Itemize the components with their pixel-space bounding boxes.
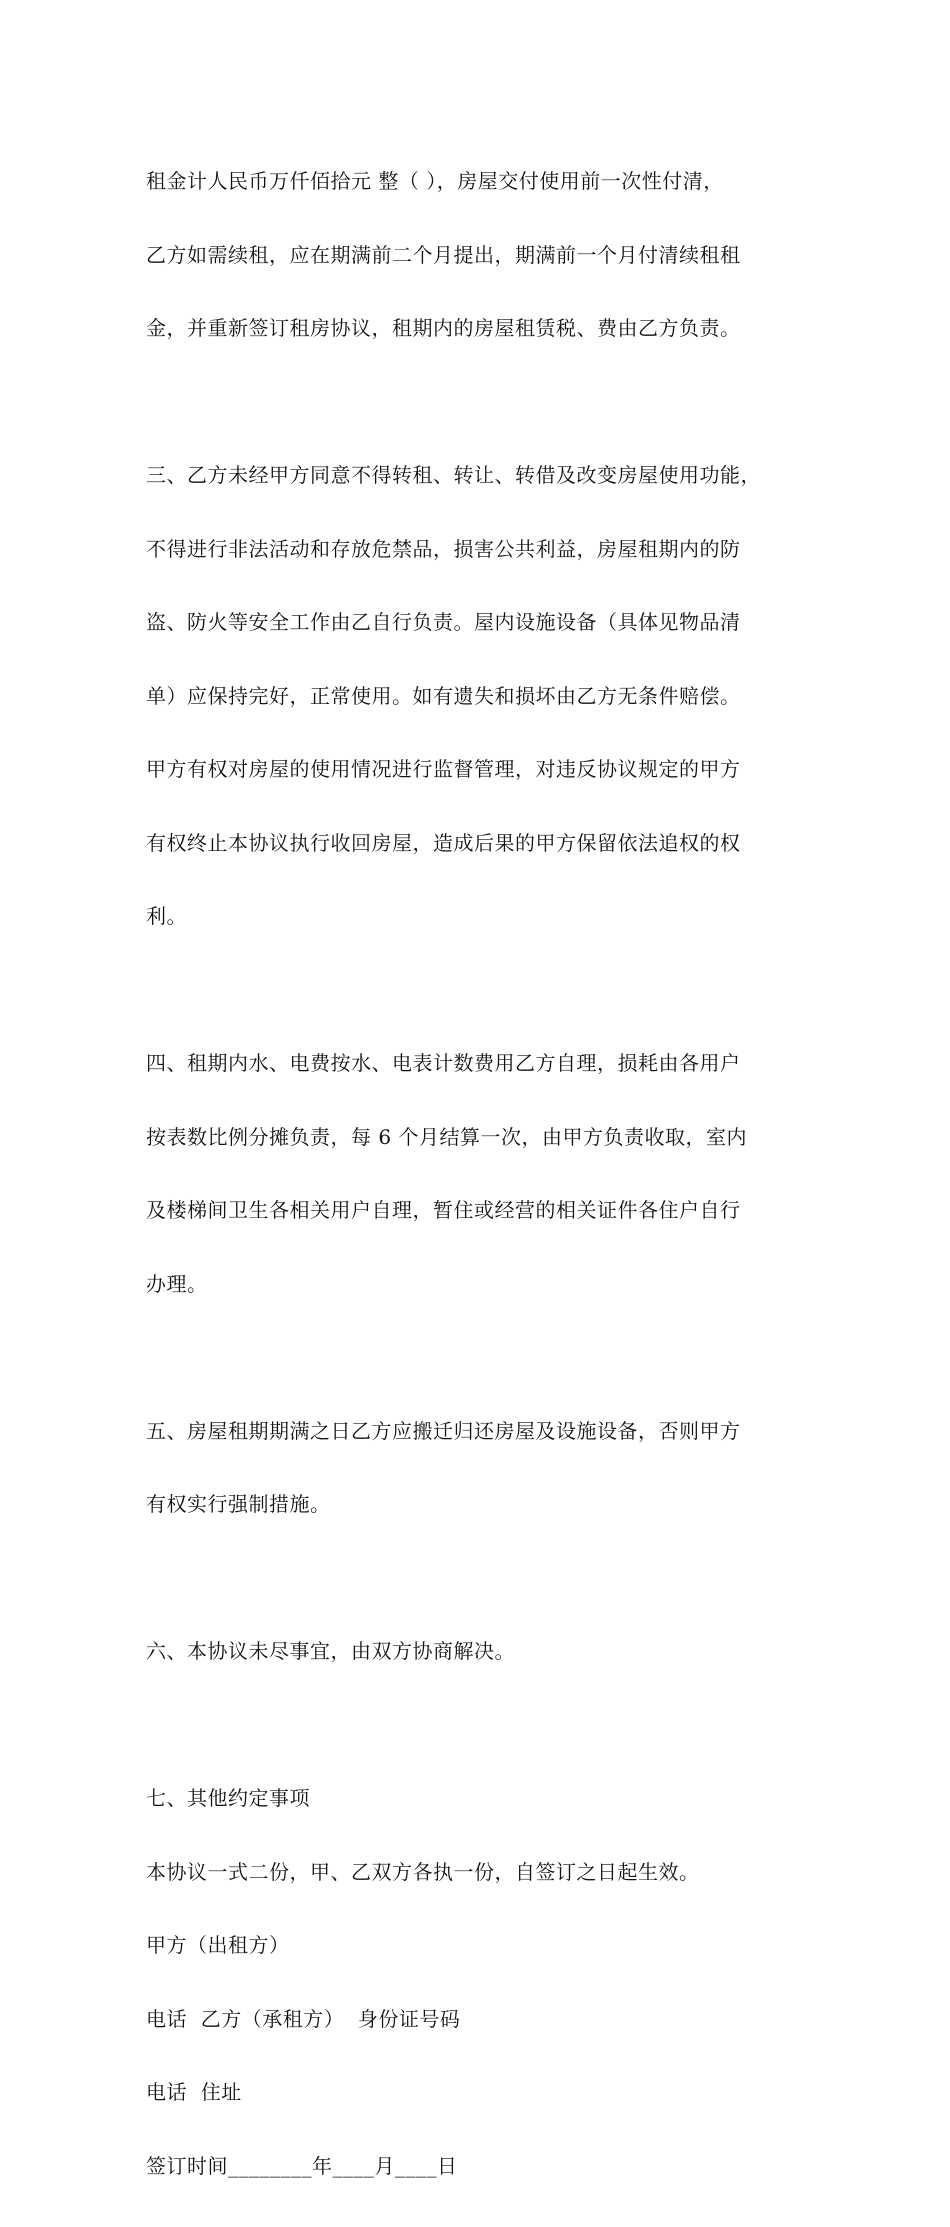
text-line: 六、本协议未尽事宜，由双方协商解决。: [146, 1639, 515, 1663]
text-line: 三、乙方未经甲方同意不得转租、转让、转借及改变房屋使用功能，: [146, 463, 761, 487]
paragraph-clause-5: [146, 1370, 826, 1566]
signing-date-line: 签订时间________年____月____日: [146, 2153, 458, 2178]
clause-7-heading: 七、其他约定事项: [146, 1786, 310, 1810]
paragraph-clause-6: [146, 1590, 826, 1713]
text-line: 甲方有权对房屋的使用情况进行监督管理，对违反协议规定的甲方: [146, 757, 741, 781]
copies-statement: 本协议一式二份，甲、乙双方各执一份，自签订之日起生效。: [146, 1859, 700, 1884]
text-line: 及楼梯间卫生各相关用户自理，暂住或经营的相关证件各住户自行: [146, 1198, 741, 1222]
text-line: 有权终止本协议执行收回房屋，造成后果的甲方保留依法追权的权: [146, 830, 741, 855]
text-line: 金，并重新签订租房协议，租期内的房屋租赁税、费由乙方负责。: [146, 316, 741, 340]
text-line: 四、租期内水、电费按水、电表计数费用乙方自理，损耗由各用户: [146, 1051, 741, 1075]
text-line: 利。: [146, 904, 187, 928]
paragraph-clause-4: [146, 1002, 826, 1345]
text-line: 办理。: [146, 1271, 208, 1296]
phone-party-b-id-line: 电话 乙方（承租方） 身份证号码: [146, 2006, 461, 2031]
text-line: 租金计人民币万仟佰拾元 整（ ），房屋交付使用前一次性付清，: [146, 169, 724, 193]
paragraph-clause-7-signatures: [146, 1737, 826, 2227]
paragraph-rent-payment: [146, 120, 826, 390]
text-line: 有权实行强制措施。: [146, 1492, 331, 1516]
text-line: 单）应保持完好，正常使用。如有遗失和损坏由乙方无条件赔偿。: [146, 683, 741, 708]
document-body: [146, 120, 826, 2227]
text-line: 不得进行非法活动和存放危禁品，损害公共利益，房屋租期内的防: [146, 536, 741, 561]
text-line: 按表数比例分摊负责，每 6 个月结算一次，由甲方负责收取，室内: [146, 1124, 747, 1149]
text-line: 盗、防火等安全工作由乙自行负责。屋内设施设备（具体见物品清: [146, 610, 741, 634]
paragraph-clause-3: [146, 414, 826, 978]
text-line: 五、房屋租期期满之日乙方应搬迁归还房屋及设施设备，否则甲方: [146, 1418, 741, 1443]
party-a-label: 甲方（出租方）: [146, 1933, 290, 1957]
text-line: 乙方如需续租，应在期满前二个月提出，期满前一个月付清续租租: [146, 242, 741, 267]
phone-address-line: 电话 住址: [146, 2080, 242, 2104]
